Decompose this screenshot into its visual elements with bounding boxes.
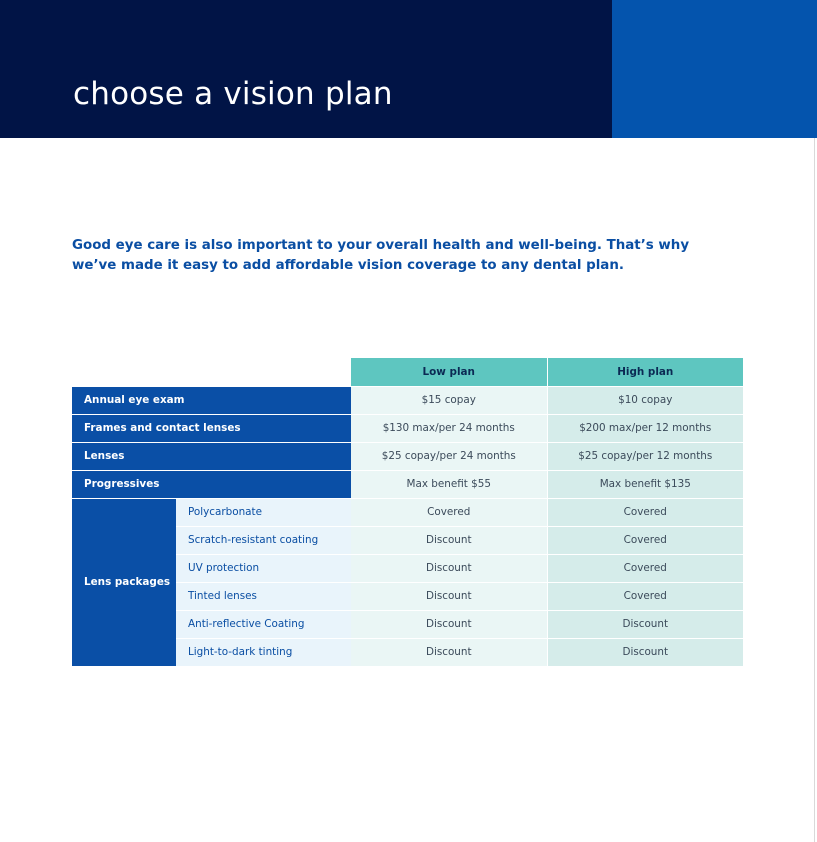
- row-label-progressives: Progressives: [72, 470, 351, 498]
- low-plan-cell: Covered: [351, 498, 547, 526]
- lens-package-label: Anti-reflective Coating: [176, 610, 351, 638]
- row-label-frames-contacts: Frames and contact lenses: [72, 414, 351, 442]
- high-plan-cell: Covered: [547, 554, 743, 582]
- page-edge-divider: [814, 138, 815, 842]
- low-plan-cell: Discount: [351, 582, 547, 610]
- high-plan-cell: Discount: [547, 610, 743, 638]
- low-plan-cell: $15 copay: [351, 386, 547, 414]
- high-plan-cell: Covered: [547, 582, 743, 610]
- low-plan-cell: $130 max/per 24 months: [351, 414, 547, 442]
- column-header-high-plan: High plan: [547, 358, 743, 386]
- vision-plan-table: [72, 358, 743, 666]
- lens-package-label: Scratch-resistant coating: [176, 526, 351, 554]
- table-row: [72, 442, 743, 470]
- header-accent-block: [612, 0, 817, 138]
- row-label-annual-eye-exam: Annual eye exam: [72, 386, 351, 414]
- lens-package-label: UV protection: [176, 554, 351, 582]
- high-plan-cell: $25 copay/per 12 months: [547, 442, 743, 470]
- low-plan-cell: Discount: [351, 638, 547, 666]
- high-plan-cell: Max benefit $135: [547, 470, 743, 498]
- column-header-low-plan: Low plan: [351, 358, 547, 386]
- table-row: [72, 498, 743, 526]
- low-plan-cell: Max benefit $55: [351, 470, 547, 498]
- high-plan-cell: Covered: [547, 526, 743, 554]
- low-plan-cell: Discount: [351, 610, 547, 638]
- high-plan-cell: Discount: [547, 638, 743, 666]
- table-row: [72, 470, 743, 498]
- table-row: [72, 386, 743, 414]
- lens-package-label: Tinted lenses: [176, 582, 351, 610]
- table-row: [72, 414, 743, 442]
- page-title: choose a vision plan: [73, 76, 393, 112]
- low-plan-cell: Discount: [351, 554, 547, 582]
- lens-package-label: Light-to-dark tinting: [176, 638, 351, 666]
- row-group-label-lens-packages: Lens packages: [72, 498, 176, 666]
- low-plan-cell: $25 copay/per 24 months: [351, 442, 547, 470]
- high-plan-cell: $10 copay: [547, 386, 743, 414]
- intro-paragraph: Good eye care is also important to your overall health and well-being. That’s why we’ve made it easy to add affordable vision coverage to any dental plan.: [72, 238, 690, 273]
- row-label-lenses: Lenses: [72, 442, 351, 470]
- low-plan-cell: Discount: [351, 526, 547, 554]
- lens-package-label: Polycarbonate: [176, 498, 351, 526]
- table-header-row: [72, 358, 743, 386]
- table-header-blank: [72, 358, 351, 386]
- high-plan-cell: Covered: [547, 498, 743, 526]
- high-plan-cell: $200 max/per 12 months: [547, 414, 743, 442]
- header-band: [0, 0, 612, 138]
